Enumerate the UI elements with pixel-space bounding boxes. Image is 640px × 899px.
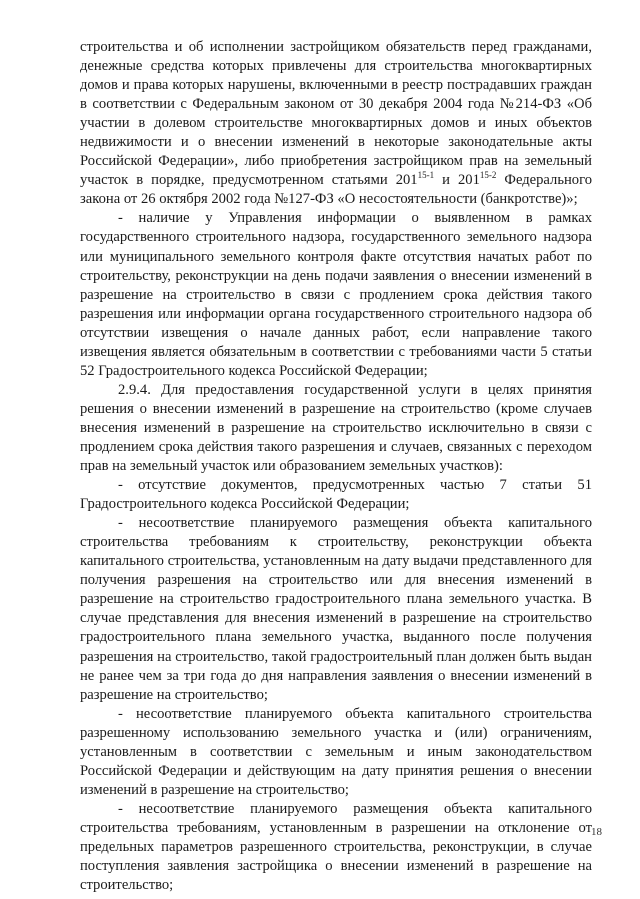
page-number: 18: [591, 826, 602, 838]
paragraph-continuation: [80, 38, 592, 209]
superscript: 15-2: [479, 170, 497, 181]
list-item-paragraph: - наличие у Управления информации о выявленном в рамках государственного строительного надзора, государственного земельного надзора или муниципального земельного контроля факте отсутствия начатых работ по строительству, реконструкции на день подачи заявления о внесении изменений в разрешение на строительство в связи с продлением срока действия такого разрешения или информации органа государственного строительного надзора об отсутствии извещения о начале данных работ, если направление такого извещения является обязательным в соответствии с требованиями части 5 статьи 52 Градостроительного кодекса Российской Федерации;: [80, 210, 592, 379]
paragraph-text: строительства и об исполнении застройщиком обязательств перед гражданами, денежные средства которых привлечены для строительства многоквартирных домов и права которых нарушены, включенными в реестр пострадавших граждан в соответствии с Федеральным законом от 30 декабря 2004 года №214-ФЗ «Об участии в долевом строительстве многоквартирных домов и иных объектов недвижимости и о внесении изменений в некоторые законодательные акты Российской Федерации», либо приобретения застройщиком прав на земельный участок в порядке, предусмотренном статьями 201: [80, 39, 592, 189]
list-item-paragraph: - несоответствие планируемого объекта капитального строительства разрешенному использованию земельного участка и (или) ограничениям, установленным в соответствии с земельным и иным законодательством Российской Федерации и действующим на дату принятия решения о внесении изменений в разрешение на строительство;: [80, 705, 592, 798]
paragraph-text: Федерального закона от 26 октября 2002 года №127-ФЗ «О несостоятельности (банкротстве)»;: [80, 172, 592, 208]
list-item-paragraph: - отсутствие документов, предусмотренных частью 7 статьи 51 Градостроительного кодекса Российской Федерации;: [80, 477, 592, 513]
document-body: [80, 38, 592, 895]
section-paragraph: 2.9.4. Для предоставления государственной услуги в целях принятия решения о внесении изменений в разрешение на строительство (кроме случаев внесения изменений в разрешение на строительство исключительно в связи с продлением срока действия такого разрешения и случаев, связанных с переходом прав на земельный участок или образованием земельных участков):: [80, 381, 592, 475]
paragraph-text: и 201: [434, 172, 480, 189]
superscript: 15-1: [417, 170, 435, 181]
list-item-paragraph: - несоответствие планируемого размещения объекта капитального строительства требованиям к строительству, реконструкции объекта капитального строительства, установленным на дату выдачи представленного для получения разрешения на строительство или для внесения изменений в разрешение на строительство градостроительного плана земельного участка. В случае представления для внесения изменений в разрешение на строительство градостроительного плана земельного участка, выданного после получения разрешения на строительство, такой градостроительный план должен быть выдан не ранее чем за три года до дня направления заявления о внесении изменений в разрешение на строительство;: [80, 515, 592, 703]
list-item-paragraph: - несоответствие планируемого размещения объекта капитального строительства требованиям, установленным в разрешении на отклонение от предельных параметров разрешенного строительства, реконструкции, в случае поступления заявления застройщика о внесении изменений в разрешение на строительство;: [80, 800, 592, 894]
